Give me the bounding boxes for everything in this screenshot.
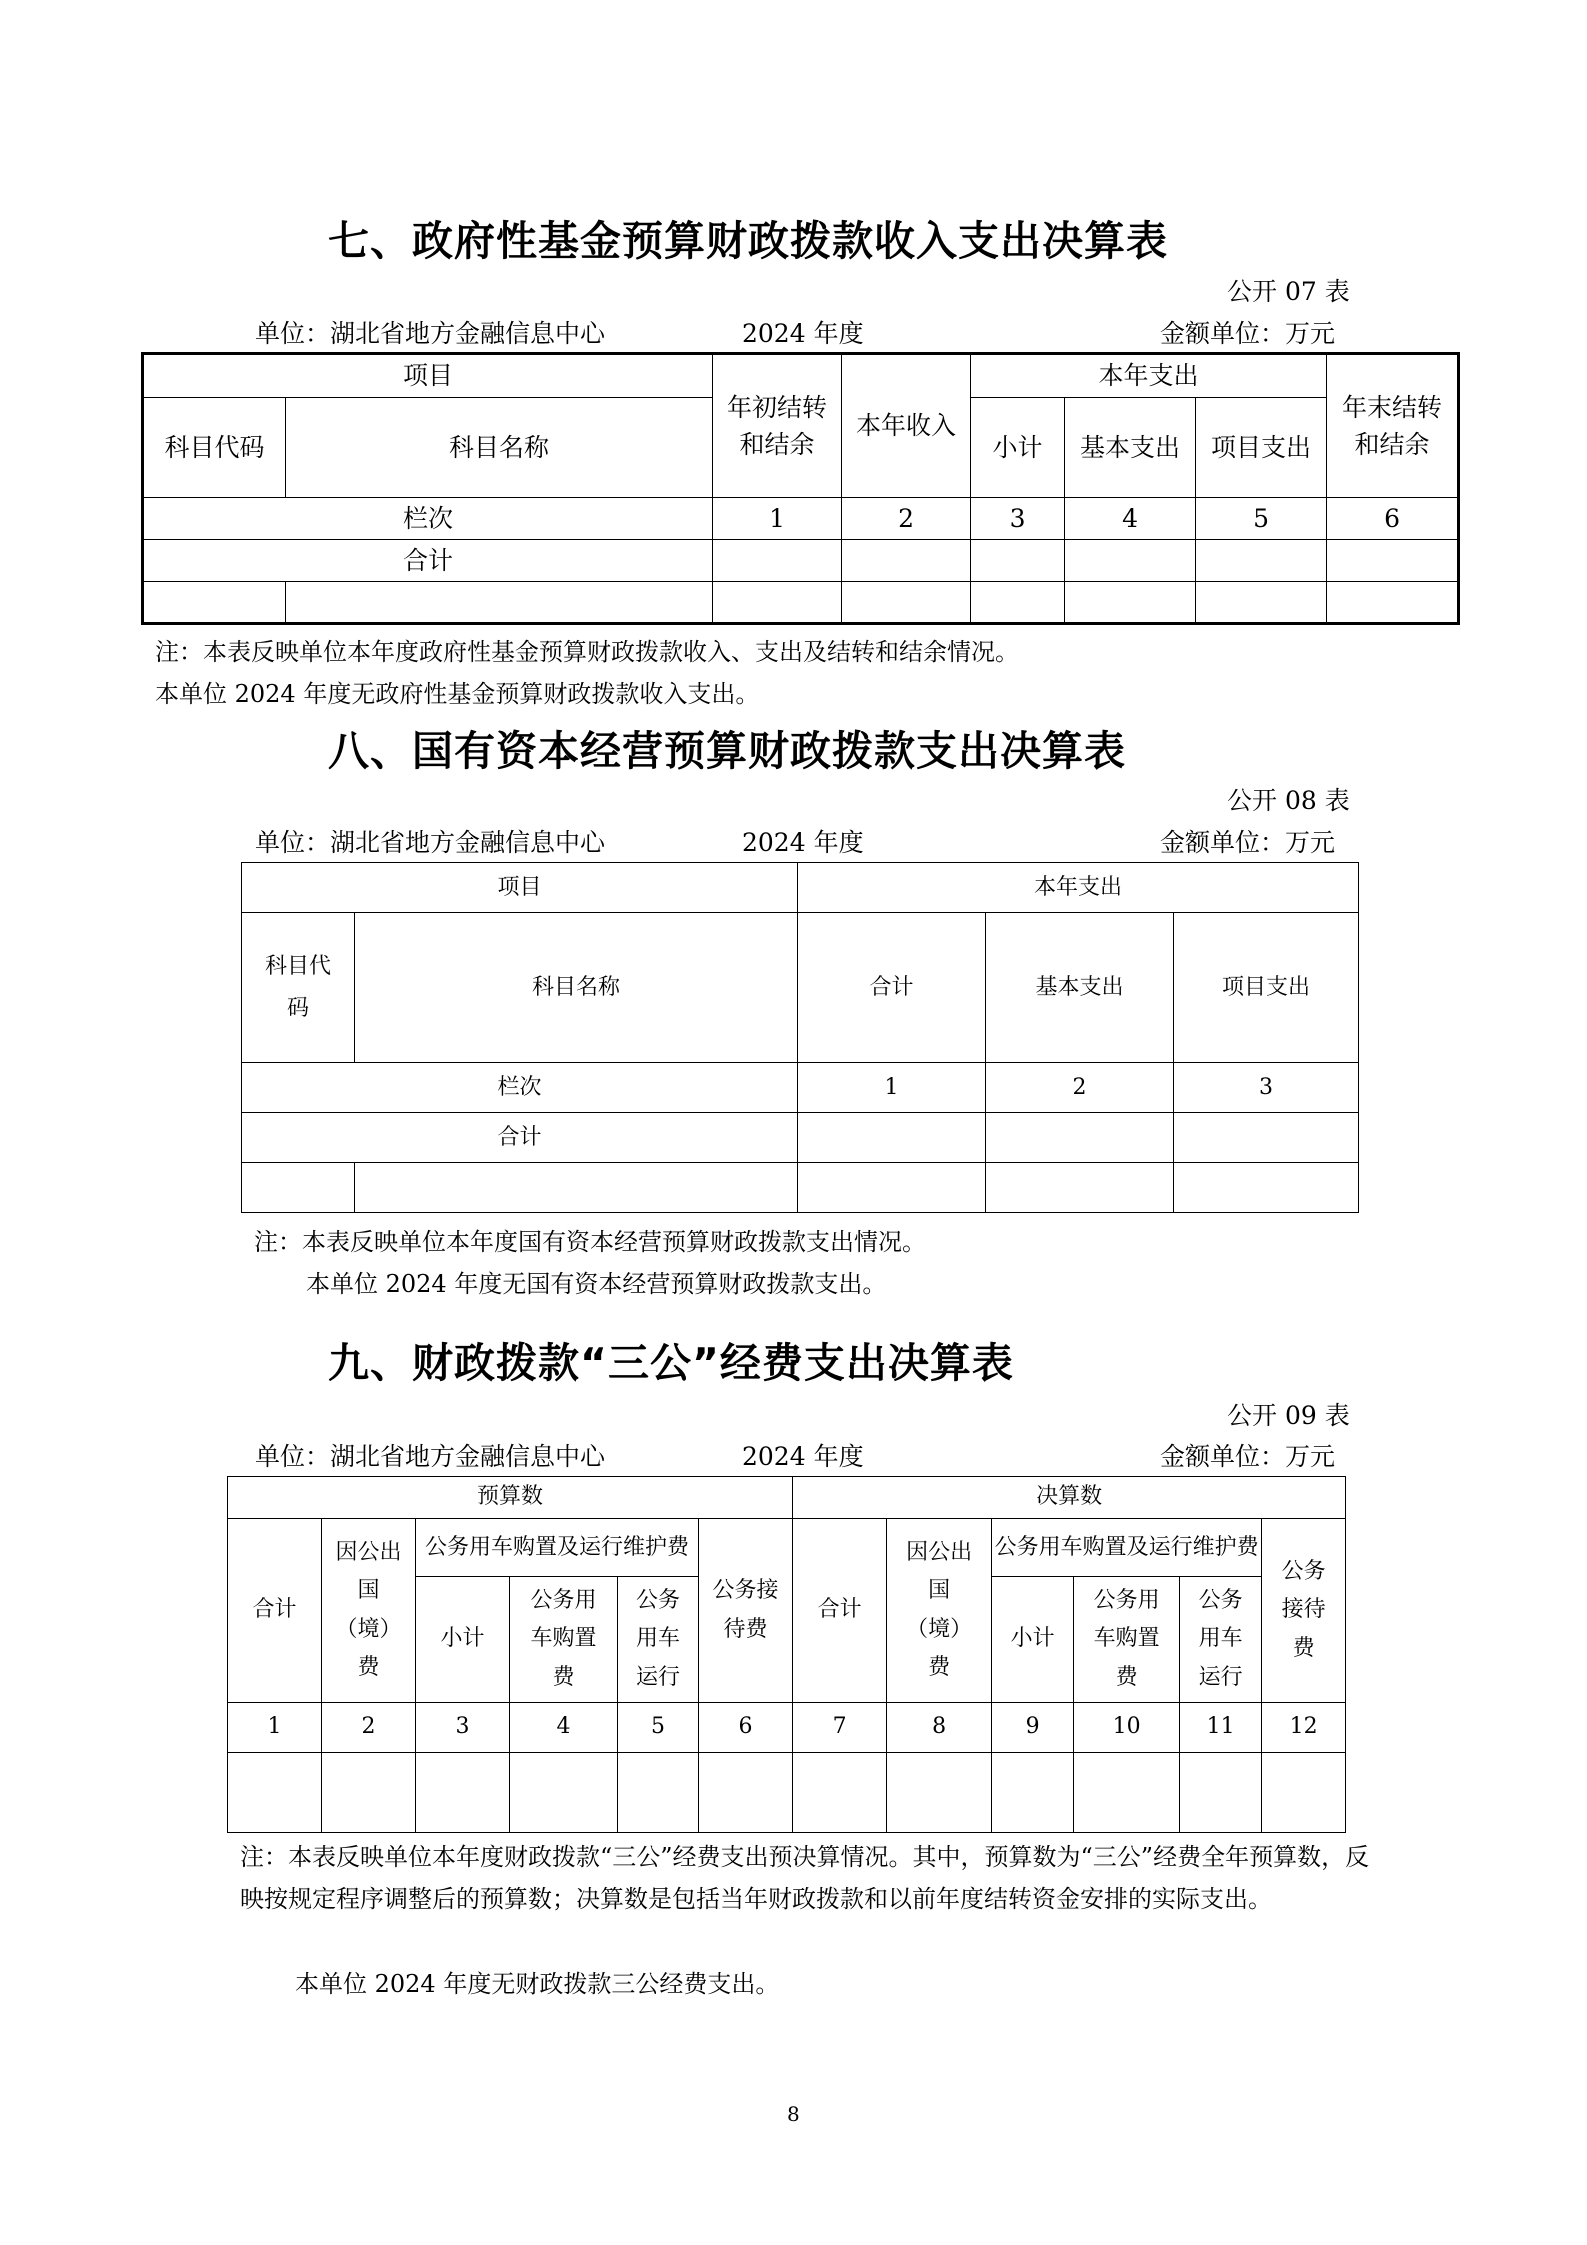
t9-col-number: 12 xyxy=(1262,1703,1346,1753)
t9-col-number: 2 xyxy=(322,1703,416,1753)
t9-col-number: 5 xyxy=(618,1703,699,1753)
t7-col-number: 3 xyxy=(971,498,1065,540)
t7-header-item: 项目 xyxy=(143,354,713,398)
t8-table-code: 公开 08 表 xyxy=(1227,786,1350,815)
t7-col-number: 2 xyxy=(842,498,971,540)
t9-col-number: 6 xyxy=(699,1703,793,1753)
t9-col-number: 11 xyxy=(1180,1703,1262,1753)
t9-col-number: 10 xyxy=(1074,1703,1180,1753)
table-cell xyxy=(1196,582,1327,624)
t7-header-basic: 基本支出 xyxy=(1065,398,1196,498)
table-cell xyxy=(842,540,971,582)
t9-col-number: 9 xyxy=(992,1703,1074,1753)
table-cell xyxy=(1327,582,1459,624)
table-cell xyxy=(713,582,842,624)
t9-col-number: 8 xyxy=(887,1703,992,1753)
t9-header-reception: 公务接待费 xyxy=(1262,1519,1346,1703)
t9-header-subtotal: 小计 xyxy=(416,1577,510,1703)
page-number: 8 xyxy=(787,2102,800,2126)
t7-header-subtotal: 小计 xyxy=(971,398,1065,498)
t9-header-total: 合计 xyxy=(793,1519,887,1703)
table-cell xyxy=(1065,540,1196,582)
table-cell xyxy=(798,1113,986,1163)
t9-col-number: 4 xyxy=(510,1703,618,1753)
t9-header-operation: 公务用车运行 xyxy=(618,1577,699,1703)
t7-note-none: 本单位 2024 年度无政府性基金预算财政拨款收入支出。 xyxy=(155,680,760,708)
table-cell xyxy=(971,540,1065,582)
t8-header-basic: 基本支出 xyxy=(986,913,1174,1063)
t8-year: 2024 年度 xyxy=(742,828,864,857)
t9-currency: 金额单位：万元 xyxy=(1160,1442,1336,1471)
t8-row-label: 栏次 xyxy=(242,1063,798,1113)
table-cell xyxy=(713,540,842,582)
t7-header-end-balance: 年末结转和结余 xyxy=(1327,354,1459,498)
t7-note: 注：本表反映单位本年度政府性基金预算财政拨款收入、支出及结转和结余情况。 xyxy=(155,638,1019,666)
t9-header-vehicle: 公务用车购置及运行维护费 xyxy=(992,1519,1262,1577)
t9-unit: 单位：湖北省地方金融信息中心 xyxy=(255,1442,606,1471)
t8-currency: 金额单位：万元 xyxy=(1160,828,1336,857)
t7-unit: 单位：湖北省地方金融信息中心 xyxy=(255,319,606,348)
t9-header-purchase: 公务用车购置费 xyxy=(1074,1577,1180,1703)
t7-header-expense: 本年支出 xyxy=(971,354,1327,398)
table-cell xyxy=(242,1163,355,1213)
t8-col-number: 1 xyxy=(798,1063,986,1113)
t9-header-abroad: 因公出国（境）费 xyxy=(322,1519,416,1703)
table-cell xyxy=(618,1753,699,1833)
t8-header-expense: 本年支出 xyxy=(798,863,1359,913)
table-cell xyxy=(986,1163,1174,1213)
t7-header-project: 项目支出 xyxy=(1196,398,1327,498)
table-cell xyxy=(793,1753,887,1833)
table-cell xyxy=(699,1753,793,1833)
t7-col-number: 4 xyxy=(1065,498,1196,540)
t9-header-subtotal: 小计 xyxy=(992,1577,1074,1703)
t9-col-number: 3 xyxy=(416,1703,510,1753)
t9-header-budget: 预算数 xyxy=(228,1477,793,1519)
t9-table-code: 公开 09 表 xyxy=(1227,1401,1350,1430)
t8-title: 八、国有资本经营预算财政拨款支出决算表 xyxy=(328,727,1126,775)
table-cell xyxy=(887,1753,992,1833)
t7-title: 七、政府性基金预算财政拨款收入支出决算表 xyxy=(328,217,1168,265)
table-cell xyxy=(355,1163,798,1213)
t7-table xyxy=(141,352,1460,625)
t7-year: 2024 年度 xyxy=(742,319,864,348)
t7-header-name: 科目名称 xyxy=(286,398,713,498)
t9-note: 注：本表反映单位本年度财政拨款“三公”经费支出预决算情况。其中，预算数为“三公”经费全年预算数，反映按规定程序调整后的预算数；决算数是包括当年财政拨款和以前年度结转资金安排的实际支出。 xyxy=(240,1843,1370,1913)
t8-note: 注：本表反映单位本年度国有资本经营预算财政拨款支出情况。 xyxy=(254,1228,926,1256)
table-cell xyxy=(1174,1113,1359,1163)
t7-header-income: 本年收入 xyxy=(842,354,971,498)
table-cell xyxy=(322,1753,416,1833)
t8-note-none: 本单位 2024 年度无国有资本经营预算财政拨款支出。 xyxy=(306,1270,887,1298)
t8-header-name: 科目名称 xyxy=(355,913,798,1063)
table-cell xyxy=(1327,540,1459,582)
t9-title: 九、财政拨款“三公”经费支出决算表 xyxy=(328,1339,1014,1387)
t8-table xyxy=(241,862,1359,1213)
t9-header-abroad: 因公出国（境）费 xyxy=(887,1519,992,1703)
t8-header-total: 合计 xyxy=(798,913,986,1063)
t7-col-number: 6 xyxy=(1327,498,1459,540)
t9-table xyxy=(227,1476,1346,1833)
table-cell xyxy=(1074,1753,1180,1833)
table-cell xyxy=(1065,582,1196,624)
table-cell xyxy=(228,1753,322,1833)
t7-row-label: 栏次 xyxy=(143,498,713,540)
t7-header-code: 科目代码 xyxy=(143,398,286,498)
t7-col-number: 1 xyxy=(713,498,842,540)
t8-col-number: 2 xyxy=(986,1063,1174,1113)
t9-note-none: 本单位 2024 年度无财政拨款三公经费支出。 xyxy=(295,1970,780,1998)
t7-col-number: 5 xyxy=(1196,498,1327,540)
t7-table-code: 公开 07 表 xyxy=(1227,277,1350,306)
table-cell xyxy=(1262,1753,1346,1833)
table-cell xyxy=(286,582,713,624)
table-cell xyxy=(971,582,1065,624)
t9-header-operation: 公务用车运行 xyxy=(1180,1577,1262,1703)
t8-header-code: 科目代码 xyxy=(242,913,355,1063)
table-cell xyxy=(992,1753,1074,1833)
table-cell xyxy=(1196,540,1327,582)
t9-header-total: 合计 xyxy=(228,1519,322,1703)
t7-header-begin-balance: 年初结转和结余 xyxy=(713,354,842,498)
table-cell xyxy=(1180,1753,1262,1833)
t8-total-label: 合计 xyxy=(242,1113,798,1163)
t8-unit: 单位：湖北省地方金融信息中心 xyxy=(255,828,606,857)
t8-header-item: 项目 xyxy=(242,863,798,913)
t7-currency: 金额单位：万元 xyxy=(1160,319,1336,348)
t9-col-number: 7 xyxy=(793,1703,887,1753)
t9-col-number: 1 xyxy=(228,1703,322,1753)
t8-col-number: 3 xyxy=(1174,1063,1359,1113)
table-cell xyxy=(510,1753,618,1833)
table-cell xyxy=(416,1753,510,1833)
table-cell xyxy=(842,582,971,624)
t8-header-project: 项目支出 xyxy=(1174,913,1359,1063)
t9-header-final: 决算数 xyxy=(793,1477,1346,1519)
t9-header-vehicle: 公务用车购置及运行维护费 xyxy=(416,1519,699,1577)
t7-total-label: 合计 xyxy=(143,540,713,582)
table-cell xyxy=(143,582,286,624)
table-cell xyxy=(986,1113,1174,1163)
table-cell xyxy=(1174,1163,1359,1213)
t9-header-reception: 公务接待费 xyxy=(699,1519,793,1703)
table-cell xyxy=(798,1163,986,1213)
t9-header-purchase: 公务用车购置费 xyxy=(510,1577,618,1703)
t9-year: 2024 年度 xyxy=(742,1442,864,1471)
